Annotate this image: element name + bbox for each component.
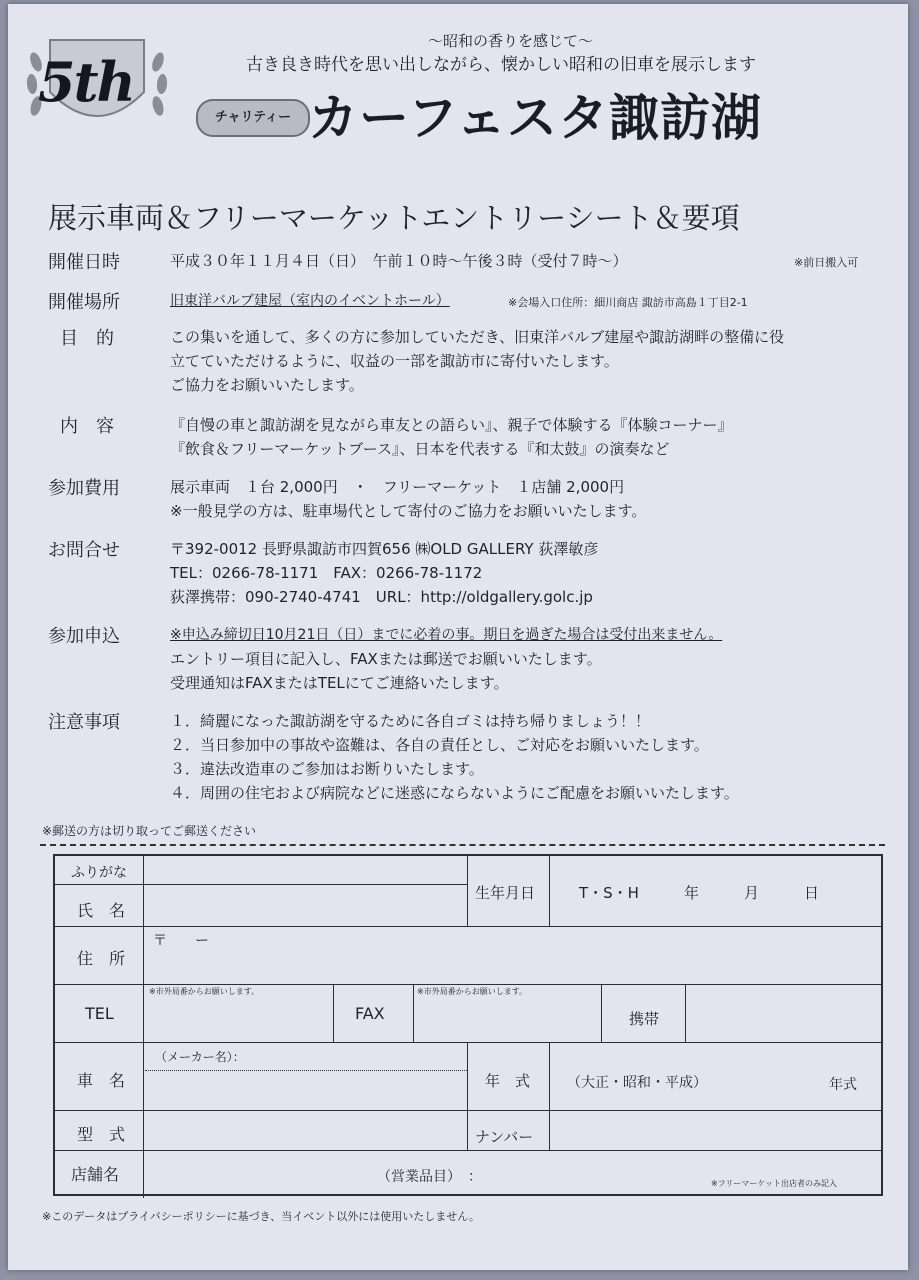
entry-form [53,854,883,1196]
car-name-field[interactable] [145,1074,465,1106]
purpose-line-3: ご協力をお願いいたします。 [170,376,364,394]
model-label: 型 式 [77,1125,126,1144]
year-suffix: 年式 [829,1077,857,1093]
venue-label: 開催場所 [48,292,120,313]
entry-sheet-paper [8,4,908,1270]
apply-line-3: 受理通知はFAXまたはTELにてご連絡いたします。 [170,674,509,692]
charity-badge: チャリティー [196,99,310,137]
tel-label: TEL [85,1004,114,1023]
note-item: ２．当日参加中の事故や盗難は、各自の責任とし、ご対応をお願いいたします。 [170,736,709,754]
name-field[interactable] [145,888,465,924]
birth-field[interactable]: T・S・H 年 月 日 [579,884,819,902]
notes-label: 注意事項 [48,712,120,733]
fax-label: FAX [355,1004,385,1023]
content-label: 内 容 [60,416,114,437]
fifth-anniversary-logo [22,32,172,142]
tagline: 〜昭和の香りを感じて〜 [428,32,594,50]
date-note: ※前日搬入可 [794,256,859,269]
furigana-label: ふりがな [71,865,127,881]
fee-label: 参加費用 [48,478,120,499]
furigana-field[interactable] [145,858,465,882]
sheet-title: 展示車両＆フリーマーケットエントリーシート＆要項 [48,201,740,235]
event-title: カーフェスタ諏訪湖 [308,89,762,147]
date-value: 平成３０年１１月４日（日） 午前１０時〜午後３時（受付７時〜） [170,252,628,270]
privacy-note: ※このデータはプライバシーポリシーに基づき、当イベント以外には使用いたしません。 [42,1210,480,1223]
model-field[interactable] [145,1114,465,1148]
venue-value: 旧東洋バルブ建屋（室内のイベントホール） [170,293,450,309]
note-item: ３．違法改造車のご参加はお断りいたします。 [170,760,484,778]
note-item: １．綺麗になった諏訪湖を守るために各自ゴミは持ち帰りましょう！！ [170,712,651,730]
contact-line-1: 〒392-0012 長野県諏訪市四賀656 ㈱OLD GALLERY 荻澤敏彦 [170,540,599,558]
purpose-line-1: この集いを通して、多くの方に参加していただき、旧東洋バルブ建屋や諏訪湖畔の整備に役 [170,328,785,346]
shop-label: 店舗名 [71,1165,120,1184]
shop-note: ※フリーマーケット出店者のみ記入 [711,1179,837,1188]
mobile-field[interactable] [687,988,877,1038]
car-name-label: 車 名 [77,1071,126,1090]
tel-field[interactable] [145,998,331,1038]
venue-note: ※会場入口住所：細川商店 諏訪市高島１丁目2-1 [508,296,748,309]
content-line-1: 『自慢の車と諏訪湖を見ながら車友との語らい』、親子で体験する『体験コーナー』 [170,416,733,434]
contact-line-2: TEL：0266-78-1171 FAX：0266-78-1172 [170,564,483,582]
date-label: 開催日時 [48,252,120,273]
apply-label: 参加申込 [48,626,120,647]
era-choice[interactable]: （大正・昭和・平成） [567,1075,707,1091]
fee-line-1: 展示車両 １台 2,000円 ・ フリーマーケット １店舗 2,000円 [170,478,625,496]
cut-line [40,844,885,846]
fax-note: ※市外局番からお願いします。 [417,987,528,996]
purpose-label: 目 的 [60,328,114,349]
tel-note: ※市外局番からお願いします。 [149,987,260,996]
birth-label: 生年月日 [475,884,536,902]
address-label: 住 所 [77,949,126,968]
number-field[interactable] [551,1114,877,1148]
edition-label: 5th [38,50,134,114]
address-field[interactable]: 〒 ー [153,933,209,949]
fee-line-2: ※一般見学の方は、駐車場代として寄付のご協力をお願いいたします。 [170,502,647,520]
year-label: 年 式 [485,1072,531,1090]
purpose-line-2: 立てていただけるように、収益の一部を諏訪市に寄付いたします。 [170,352,619,370]
apply-line-2: エントリー項目に記入し、FAXまたは郵送でお願いいたします。 [170,650,602,668]
fax-field[interactable] [415,998,599,1038]
maker-field[interactable]: （メーカー名）： [155,1050,245,1064]
event-subtitle: 古き良き時代を思い出しながら、懐かしい昭和の旧車を展示します [246,55,756,75]
cut-note: ※郵送の方は切り取ってご郵送ください [42,824,257,838]
apply-line-1: ※申込み締切日10月21日（日）までに必着の事。期日を過ぎた場合は受付出来ません。 [170,627,723,643]
contact-label: お問合せ [48,540,120,561]
name-label: 氏 名 [77,901,126,920]
mobile-label: 携帯 [629,1010,660,1028]
contact-line-3: 荻澤携帯：090-2740-4741 URL：http://oldgallery.golc.jp [170,588,593,606]
number-label: ナンバー [475,1128,534,1146]
content-line-2: 『飲食＆フリーマーケットブース』、日本を代表する『和太鼓』の演奏など [170,440,670,458]
note-item: ４．周囲の住宅および病院などに迷惑にならないようにご配慮をお願いいたします。 [170,784,739,802]
items-sold-field[interactable]: （営業品目） ： [377,1169,482,1185]
